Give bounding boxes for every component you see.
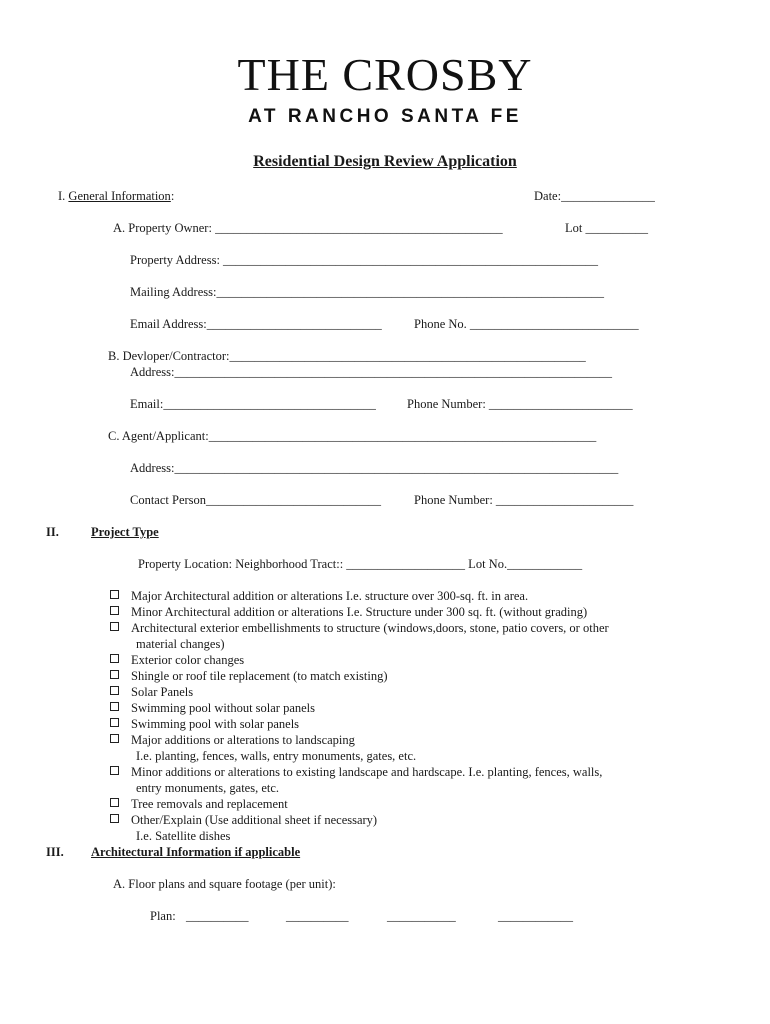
- developer-email-field[interactable]: Email:__________________________________: [130, 397, 376, 411]
- section-1-colon: :: [170, 189, 175, 203]
- option-label: Solar Panels: [131, 685, 194, 699]
- logo-line-2: AT RANCHO SANTA FE: [248, 106, 522, 127]
- checkbox-icon[interactable]: [110, 670, 119, 679]
- lot-field[interactable]: Lot __________: [565, 221, 648, 235]
- section-3-title: Architectural Information if applicable: [91, 845, 301, 859]
- option-continuation: I.e. planting, fences, walls, entry monuments, gates, etc.: [136, 749, 417, 763]
- checkbox-icon[interactable]: [110, 590, 119, 599]
- developer-field[interactable]: Devloper/Contractor:_________________________________________________________: [122, 349, 586, 363]
- project-type-option[interactable]: [110, 653, 244, 668]
- option-continuation: I.e. Satellite dishes: [136, 829, 231, 843]
- mailing-address-field[interactable]: Mailing Address:______________________________________________________________: [130, 285, 604, 299]
- option-label: Minor Architectural addition or alterations I.e. Structure under 300 sq. ft. (without grading): [131, 605, 588, 619]
- plan-field-3[interactable]: ___________: [387, 909, 456, 923]
- item-c-letter: C.: [108, 429, 120, 443]
- checkbox-icon[interactable]: [110, 798, 119, 807]
- option-label: Minor additions or alterations to existing landscape and hardscape. I.e. planting, fences, walls,: [131, 765, 603, 779]
- page-title: Residential Design Review Application: [253, 153, 517, 170]
- floor-plans-row: [113, 877, 336, 892]
- email-address-field[interactable]: Email Address:____________________________: [130, 317, 382, 331]
- checkbox-icon[interactable]: [110, 718, 119, 727]
- checkbox-icon[interactable]: [110, 622, 119, 631]
- agent-row: [108, 429, 596, 444]
- option-label: Shingle or roof tile replacement (to match existing): [131, 669, 388, 683]
- project-type-option[interactable]: [110, 701, 315, 716]
- checkbox-icon[interactable]: [110, 686, 119, 695]
- item-a-letter: A.: [113, 221, 126, 235]
- checkbox-icon[interactable]: [110, 814, 119, 823]
- project-type-option[interactable]: [110, 813, 377, 828]
- floor-plans-label: Floor plans and square footage (per unit):: [128, 877, 336, 891]
- checkbox-icon[interactable]: [110, 606, 119, 615]
- option-label: Major Architectural addition or alterations I.e. structure over 300-sq. ft. in area.: [131, 589, 529, 603]
- agent-field[interactable]: Agent/Applicant:______________________________________________________________: [121, 429, 597, 443]
- item-b-letter: B.: [108, 349, 120, 363]
- option-label: Tree removals and replacement: [131, 797, 288, 811]
- section-1-heading: [58, 189, 174, 204]
- project-type-option[interactable]: [110, 669, 388, 684]
- project-type-option[interactable]: [110, 797, 288, 812]
- project-type-option[interactable]: [110, 605, 587, 620]
- option-label: Swimming pool with solar panels: [131, 717, 300, 731]
- developer-address-field[interactable]: Address:______________________________________________________________________: [130, 365, 612, 379]
- section-3-numeral: III.: [46, 845, 64, 859]
- item-a-letter: A.: [113, 877, 126, 891]
- property-location-field[interactable]: Property Location: Neighborhood Tract:: ___________________ Lot No.____________: [138, 557, 583, 571]
- section-1-numeral: I.: [58, 189, 66, 203]
- option-label: Swimming pool without solar panels: [131, 701, 316, 715]
- developer-phone-field[interactable]: Phone Number: _______________________: [407, 397, 633, 411]
- checkbox-icon[interactable]: [110, 734, 119, 743]
- section-2-numeral: II.: [46, 525, 59, 539]
- plan-field-2[interactable]: __________: [286, 909, 349, 923]
- property-address-field[interactable]: Property Address: ____________________________________________________________: [130, 253, 599, 267]
- phone-no-field[interactable]: Phone No. ___________________________: [414, 317, 639, 331]
- logo-line-1: THE CROSBY: [237, 49, 533, 100]
- project-type-option[interactable]: [110, 717, 299, 732]
- contact-person-field[interactable]: Contact Person____________________________: [130, 493, 382, 507]
- plan-field-4[interactable]: ____________: [498, 909, 573, 923]
- plan-label: Plan:: [150, 909, 176, 923]
- developer-row: [108, 349, 586, 364]
- checkbox-icon[interactable]: [110, 702, 119, 711]
- agent-address-field[interactable]: Address:_______________________________________________________________________: [130, 461, 619, 475]
- plan-field-1[interactable]: __________: [186, 909, 249, 923]
- project-type-option[interactable]: [110, 621, 609, 636]
- checkbox-icon[interactable]: [110, 654, 119, 663]
- project-type-option[interactable]: [110, 733, 355, 748]
- project-type-option[interactable]: [110, 765, 602, 780]
- date-field[interactable]: Date:_______________: [534, 189, 655, 203]
- project-type-option[interactable]: [110, 685, 193, 700]
- option-label: Exterior color changes: [131, 653, 245, 667]
- option-label: Other/Explain (Use additional sheet if necessary): [131, 813, 378, 827]
- option-continuation: entry monuments, gates, etc.: [136, 781, 280, 795]
- option-continuation: material changes): [136, 637, 225, 651]
- owner-row: [113, 221, 503, 236]
- project-type-option[interactable]: [110, 589, 528, 604]
- section-2-title: Project Type: [91, 525, 159, 539]
- agent-phone-field[interactable]: Phone Number: ______________________: [414, 493, 634, 507]
- section-1-title: General Information: [68, 189, 171, 203]
- checkbox-icon[interactable]: [110, 766, 119, 775]
- property-owner-field[interactable]: Property Owner: ______________________________________________: [128, 221, 503, 235]
- option-label: Architectural exterior embellishments to structure (windows,doors, stone, patio covers, or other: [131, 621, 609, 635]
- option-label: Major additions or alterations to landscaping: [131, 733, 355, 747]
